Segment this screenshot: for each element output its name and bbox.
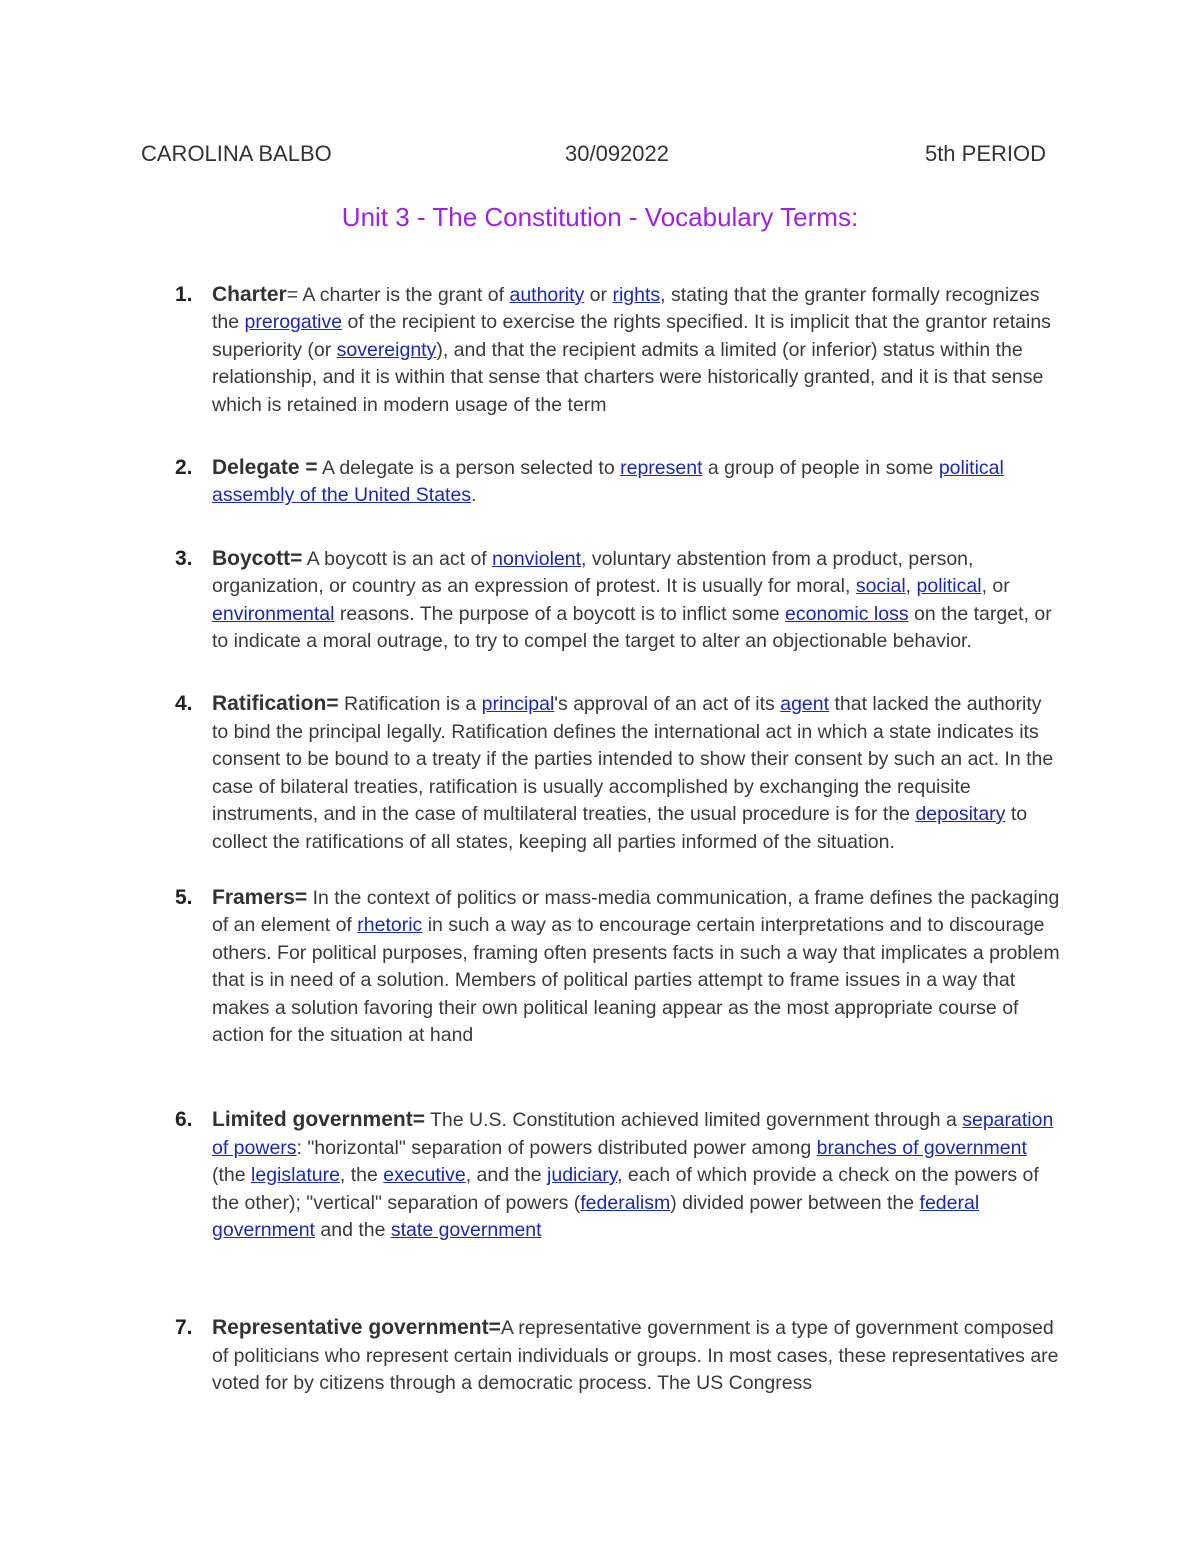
term-link[interactable]: federal government bbox=[212, 1191, 980, 1241]
definition-text: a group of people in some bbox=[702, 457, 939, 480]
list-item bbox=[0, 545, 1062, 656]
term-word: Representative government= bbox=[212, 1316, 501, 1340]
term-definition bbox=[212, 693, 1053, 852]
term-link[interactable]: prerogative bbox=[244, 311, 343, 334]
list-item bbox=[0, 281, 1062, 419]
term-word: Charter bbox=[212, 283, 287, 306]
item-number: 5. bbox=[175, 885, 193, 909]
document-date: 30/092022 bbox=[565, 141, 669, 166]
list-item bbox=[0, 1106, 1062, 1244]
definition-text: ) divided power between the bbox=[670, 1191, 920, 1214]
term-link[interactable]: economic loss bbox=[785, 602, 909, 625]
term-definition bbox=[212, 548, 1052, 652]
term-word: Limited government= bbox=[212, 1108, 425, 1132]
term-link[interactable]: federalism bbox=[580, 1191, 671, 1214]
definition-text: , bbox=[905, 575, 917, 598]
term-link[interactable]: state government bbox=[390, 1218, 542, 1241]
term-link[interactable]: separation of powers bbox=[212, 1109, 1054, 1159]
term-definition bbox=[212, 457, 1004, 506]
term-link[interactable]: nonviolent bbox=[492, 547, 582, 570]
definition-text: , stating that the granter formally recognizes the bbox=[212, 284, 1040, 334]
term-definition bbox=[212, 887, 1060, 1046]
term-definition bbox=[212, 284, 1051, 416]
definition-text: , the bbox=[339, 1164, 384, 1187]
student-name: CAROLINA BALBO bbox=[141, 141, 332, 166]
definition-text: 's approval of an act of its bbox=[554, 693, 781, 716]
item-number: 2. bbox=[175, 456, 193, 480]
definition-text: in such a way as to encourage certain interpretations and to discourage others. For political purposes, framing often presents facts in such a way that implicates a problem that is in need of a solution. Members of political parties attempt to frame issues in a way that makes a solution favoring their own political leaning appear as the most appropriate course of action for the situation at hand bbox=[212, 914, 1060, 1046]
item-number: 4. bbox=[175, 692, 193, 716]
vocabulary-list bbox=[0, 281, 1200, 1398]
definition-text: reasons. The purpose of a boycott is to inflict some bbox=[334, 602, 786, 625]
item-number: 7. bbox=[175, 1316, 193, 1340]
term-link[interactable]: political bbox=[916, 575, 982, 598]
term-link[interactable]: judiciary bbox=[547, 1164, 618, 1187]
term-link[interactable]: political assembly of the United States bbox=[212, 457, 1004, 507]
definition-text: = A charter is the grant of bbox=[286, 284, 510, 306]
term-link[interactable]: executive bbox=[383, 1164, 466, 1187]
item-number: 6. bbox=[175, 1108, 193, 1132]
page-title: Unit 3 - The Constitution - Vocabulary Terms: bbox=[341, 202, 859, 232]
definition-text: . bbox=[471, 484, 477, 507]
definition-text: , each of which provide a check on the powers of the other); "vertical" separation of powers ( bbox=[212, 1164, 1039, 1214]
definition-text: A boycott is an act of bbox=[302, 547, 493, 570]
definition-text: : "horizontal" separation of powers distributed power among bbox=[296, 1136, 817, 1159]
term-link[interactable]: social bbox=[855, 575, 906, 598]
term-link[interactable]: authority bbox=[509, 284, 585, 306]
definition-text: , voluntary abstention from a product, person, organization, or country as an expression of protest. It is usually for moral, bbox=[212, 547, 974, 598]
term-link[interactable]: rhetoric bbox=[357, 914, 423, 937]
term-word: Boycott= bbox=[212, 546, 303, 570]
definition-text: The U.S. Constitution achieved limited government through a bbox=[424, 1109, 963, 1132]
term-link[interactable]: environmental bbox=[212, 602, 335, 625]
term-link[interactable]: principal bbox=[481, 693, 555, 716]
term-word: Ratification= bbox=[212, 692, 339, 716]
term-link[interactable]: sovereignty bbox=[336, 338, 437, 361]
list-item bbox=[0, 884, 1062, 1049]
definition-text: Ratification is a bbox=[338, 693, 482, 716]
term-link[interactable]: rights bbox=[612, 284, 661, 306]
class-period: 5th PERIOD bbox=[924, 141, 1046, 166]
definition-text: and the bbox=[314, 1218, 391, 1241]
definition-text: to collect the ratifications of all states, keeping all parties informed of the situation. bbox=[212, 803, 1028, 853]
term-word: Framers= bbox=[212, 885, 308, 909]
definition-text: of the recipient to exercise the rights specified. It is implicit that the grantor retains superiority (or bbox=[212, 311, 1051, 361]
definition-text: , and the bbox=[465, 1164, 548, 1187]
term-link[interactable]: agent bbox=[780, 693, 830, 716]
list-item bbox=[0, 454, 1062, 510]
list-item bbox=[0, 1314, 1062, 1397]
item-number: 1. bbox=[175, 283, 193, 306]
list-item bbox=[0, 690, 1062, 855]
definition-text: A representative government is a type of government composed of politicians who represent certain individuals or groups. In most cases, these representatives are voted for by citizens through a democratic process. The US Congress bbox=[212, 1317, 1059, 1395]
definition-text: ), and that the recipient admits a limited (or inferior) status within the relationship, and it is within that sense that charters were historically granted, and it is that sense which is retained in modern usage of the term bbox=[212, 338, 1044, 416]
term-word: Delegate = bbox=[212, 456, 318, 480]
term-link[interactable]: represent bbox=[620, 457, 703, 480]
term-link[interactable]: legislature bbox=[251, 1164, 340, 1187]
term-link[interactable]: depositary bbox=[915, 803, 1006, 826]
definition-text: or bbox=[584, 284, 613, 306]
definition-text: , or bbox=[981, 575, 1010, 598]
item-number: 3. bbox=[175, 546, 193, 570]
term-link[interactable]: branches of government bbox=[816, 1136, 1027, 1159]
document-header bbox=[141, 141, 1046, 171]
definition-text: In the context of politics or mass-media communication, a frame defines the packaging of an element of bbox=[212, 886, 1060, 937]
definition-text: (the bbox=[212, 1164, 252, 1187]
definition-text: A delegate is a person selected to bbox=[317, 457, 621, 480]
definition-text: on the target, or to indicate a moral outrage, to try to compel the target to alter an objectionable behavior. bbox=[212, 602, 1052, 653]
definition-text: that lacked the authority to bind the principal legally. Ratification defines the international act in which a state indicates its consent to be bound to a treaty if the parties intended to show their consent by such an act. In the case of bilateral treaties, ratification is usually accomplished by exchanging the requisite instruments, and in the case of multilateral treaties, the usual procedure is for the bbox=[212, 693, 1054, 826]
